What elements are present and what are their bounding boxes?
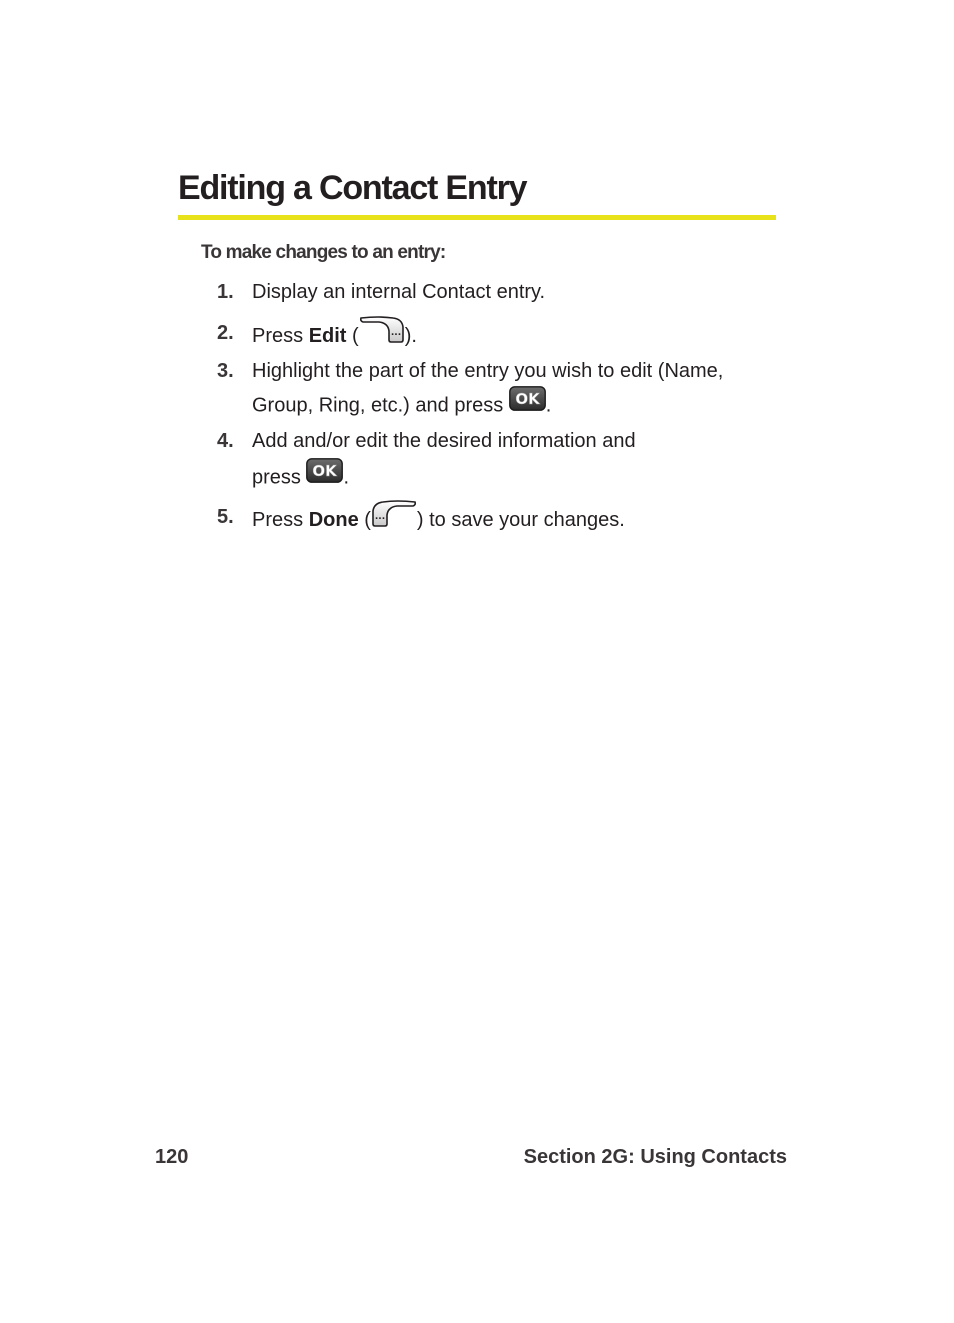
ok-key-icon bbox=[306, 458, 343, 494]
step-text-line-1: Add and/or edit the desired information and bbox=[252, 430, 636, 452]
step-number: 5. bbox=[217, 506, 234, 528]
step-text: Press Done ( ... ) to save your changes. bbox=[252, 501, 625, 540]
svg-text:...: ... bbox=[374, 512, 386, 522]
step-text-line-1: Highlight the part of the entry you wish to edit (Name, bbox=[252, 360, 724, 382]
page-number: 120 bbox=[155, 1146, 189, 1168]
step-text-line-2: press OK . bbox=[252, 460, 349, 496]
step-text: Press Edit ( ... ). bbox=[252, 317, 417, 356]
procedure-intro: To make changes to an entry: bbox=[201, 242, 446, 263]
step-number: 4. bbox=[217, 430, 234, 452]
right-softkey-icon bbox=[359, 315, 405, 354]
ok-key-icon bbox=[509, 386, 546, 422]
step-number: 3. bbox=[217, 360, 234, 382]
done-label: Done bbox=[308, 508, 359, 531]
left-softkey-icon bbox=[371, 499, 417, 538]
step-text: Display an internal Contact entry. bbox=[252, 281, 546, 303]
section-title: Section 2G: Using Contacts bbox=[523, 1146, 787, 1168]
svg-text:OK: OK bbox=[515, 390, 540, 408]
page-title: Editing a Contact Entry bbox=[178, 169, 527, 207]
title-underline bbox=[178, 215, 776, 220]
step-text-line-2: Group, Ring, etc.) and press OK . bbox=[252, 388, 551, 424]
edit-label: Edit bbox=[308, 324, 347, 347]
svg-text:OK: OK bbox=[312, 462, 338, 480]
svg-text:...: ... bbox=[390, 328, 401, 338]
step-number: 2. bbox=[217, 322, 234, 344]
step-number: 1. bbox=[217, 281, 234, 303]
